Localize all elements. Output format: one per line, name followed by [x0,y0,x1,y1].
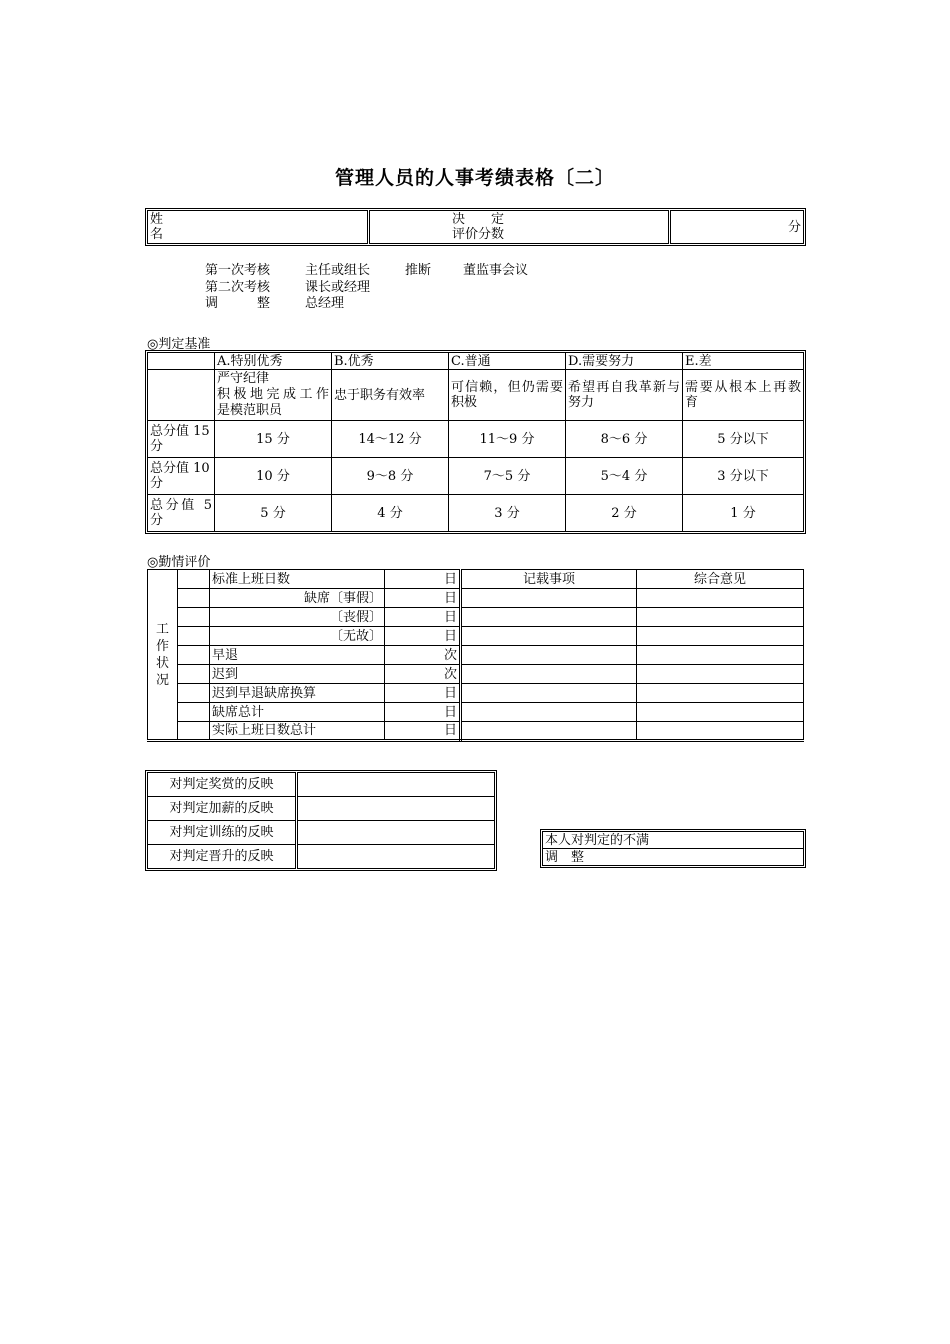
score-field[interactable] [670,211,804,244]
work-status-label [148,570,178,741]
score-cell: 15 分 [215,421,332,458]
reaction-field-promotion[interactable] [297,845,495,869]
attendance-unit[interactable]: 日 [385,684,461,703]
score-unit: 分 [787,219,801,235]
attendance-unit[interactable]: 日 [385,570,461,589]
dissatisfaction-label[interactable]: 本人对判定的不满 [543,832,804,849]
desc-e: 需要从根本上再教育 [683,370,804,421]
row-marker [178,589,210,608]
attendance-unit[interactable]: 日 [385,722,461,741]
record-cell[interactable] [461,627,637,646]
desc-d: 希望再自我革新与努力 [566,370,683,421]
score-cell: 3 分以下 [683,458,804,495]
opinion-cell[interactable] [637,589,804,608]
row-marker [178,646,210,665]
score-cell: 5～4 分 [566,458,683,495]
desc-c: 可信赖，但仍需要积极 [449,370,566,421]
review-row-3 [205,296,528,313]
attendance-item: 〔无故〕 [210,627,385,646]
score-cell: 10 分 [215,458,332,495]
record-cell[interactable] [461,646,637,665]
row-marker [178,722,210,741]
review-block [205,263,528,313]
desc-corner [148,370,215,421]
score-label-15: 总分值 15 分 [148,421,215,458]
grade-d: D.需要努力 [566,353,683,370]
grade-c: C.普通 [449,353,566,370]
name-label-1: 姓 [150,212,164,227]
attendance-unit[interactable]: 日 [385,608,461,627]
attendance-section-title: ◎勤情评价 [147,555,211,570]
desc-a-line-2: 积极地完成工作 [217,387,329,402]
record-cell[interactable] [461,703,637,722]
score-cell: 9～8 分 [332,458,449,495]
reaction-label-raise: 对判定加薪的反映 [148,797,297,821]
score-cell: 3 分 [449,495,566,532]
decision-label-1: 决 定 [452,212,505,227]
attendance-unit[interactable]: 日 [385,627,461,646]
record-cell[interactable] [461,589,637,608]
score-cell: 8～6 分 [566,421,683,458]
review-row-2 [205,280,528,297]
dissatisfaction-table [542,831,804,866]
reaction-field-reward[interactable] [297,773,495,797]
opinion-cell[interactable] [637,608,804,627]
grade-e: E.差 [683,353,804,370]
side-char: 作 [155,638,169,654]
attendance-unit[interactable]: 次 [385,665,461,684]
criteria-table [147,352,804,532]
score-cell: 2 分 [566,495,683,532]
side-char: 工 [155,621,169,637]
attendance-unit[interactable]: 日 [385,703,461,722]
header-table [147,210,804,244]
score-cell: 5 分 [215,495,332,532]
score-cell: 4 分 [332,495,449,532]
decision-cell [369,211,670,244]
attendance-table [147,569,804,742]
row-marker [178,665,210,684]
opinion-cell[interactable] [637,703,804,722]
criteria-corner [148,353,215,370]
reactions-table [147,772,495,869]
row-marker [178,627,210,646]
opinion-cell[interactable] [637,627,804,646]
attendance-item: 缺席总计 [210,703,385,722]
row-marker [178,703,210,722]
review-board-1: 董监事会议 [463,263,529,278]
opinion-header: 综合意见 [637,570,804,589]
reaction-label-promotion: 对判定晋升的反映 [148,845,297,869]
reaction-field-training[interactable] [297,821,495,845]
score-cell: 1 分 [683,495,804,532]
name-cell [148,211,369,244]
score-cell: 7～5 分 [449,458,566,495]
review-stage-2: 第二次考核 [205,279,271,295]
record-cell[interactable] [461,608,637,627]
opinion-cell[interactable] [637,684,804,703]
review-stage-3: 调 整 [205,296,271,311]
row-marker [178,608,210,627]
score-cell: 11～9 分 [449,421,566,458]
attendance-item: 标准上班日数 [210,570,385,589]
opinion-cell[interactable] [637,646,804,665]
attendance-unit[interactable]: 次 [385,646,461,665]
decision-label-2: 评价分数 [452,227,505,242]
review-reviewer-3: 总经理 [305,296,345,311]
score-label-10: 总分值 10 分 [148,458,215,495]
score-cell: 5 分以下 [683,421,804,458]
row-marker [178,570,210,589]
review-reviewer-2: 课长或经理 [305,279,371,295]
attendance-item: 迟到早退缺席换算 [210,684,385,703]
record-cell[interactable] [461,665,637,684]
criteria-section-title: ◎判定基准 [147,337,211,352]
desc-a-line-1: 严守纪律 [217,371,270,386]
adjust-label[interactable]: 调 整 [543,849,804,866]
side-char: 状 [155,655,169,671]
reaction-label-training: 对判定训练的反映 [148,821,297,845]
score-label-5: 总分值 5 分 [148,495,215,532]
desc-b: 忠于职务有效率 [332,370,449,421]
attendance-item: 迟到 [210,665,385,684]
review-mid-1: 推断 [405,263,432,278]
grade-a: A.特别优秀 [215,353,332,370]
opinion-cell[interactable] [637,722,804,741]
desc-a-line-3: 是模范职员 [217,403,283,418]
record-header: 记载事项 [461,570,637,589]
review-stage-1: 第一次考核 [205,263,271,278]
page-title: 管理人员的人事考绩表格〔二〕 [334,167,615,189]
review-row-1 [205,263,528,280]
record-cell[interactable] [461,684,637,703]
row-marker [178,684,210,703]
attendance-item: 实际上班日数总计 [210,722,385,741]
desc-a [215,370,332,421]
opinion-cell[interactable] [637,665,804,684]
grade-b: B.优秀 [332,353,449,370]
attendance-unit[interactable]: 日 [385,589,461,608]
reaction-label-reward: 对判定奖赏的反映 [148,773,297,797]
side-char: 况 [155,672,169,688]
attendance-item: 早退 [210,646,385,665]
attendance-item: 〔丧假〕 [210,608,385,627]
attendance-item: 缺席〔事假〕 [210,589,385,608]
reaction-field-raise[interactable] [297,797,495,821]
score-cell: 14～12 分 [332,421,449,458]
name-label-2: 名 [150,227,164,242]
record-cell[interactable] [461,722,637,741]
review-reviewer-1: 主任或组长 [305,263,371,278]
